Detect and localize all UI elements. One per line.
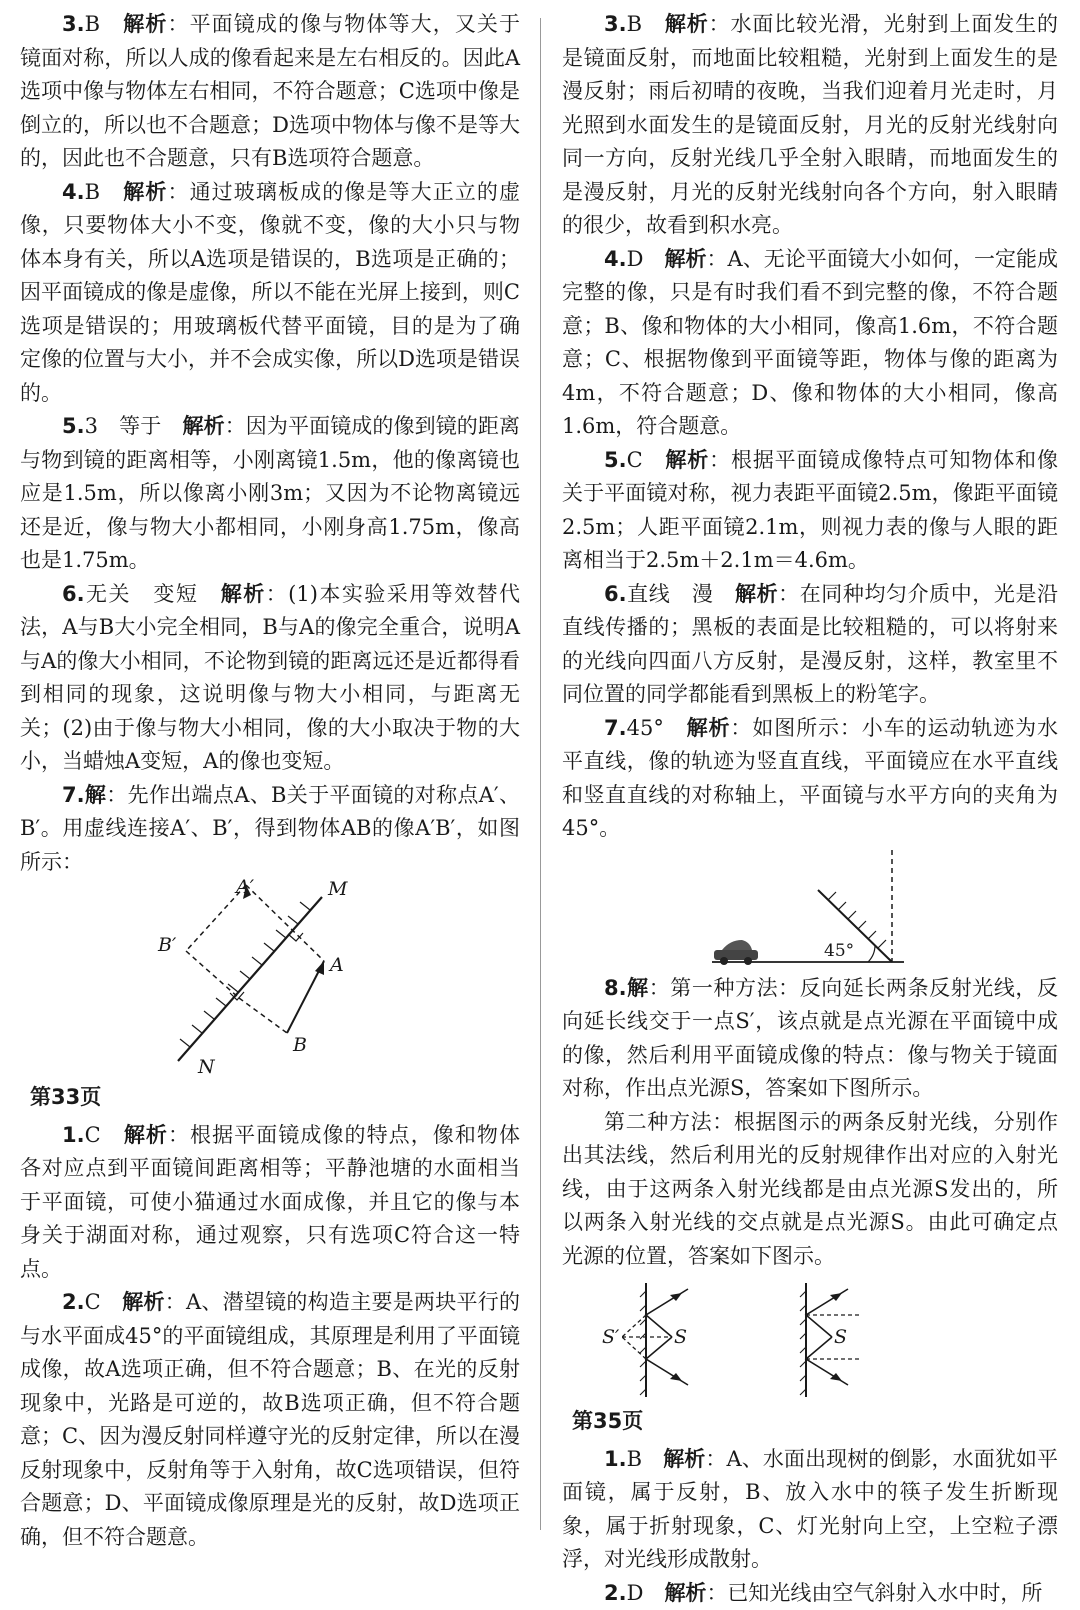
right-column — [562, 8, 1058, 1610]
left-column — [20, 8, 520, 1554]
label-n: N — [197, 1056, 216, 1075]
label-b-prime: B′ — [157, 934, 177, 956]
page-33-heading: 第33页 — [30, 1081, 520, 1115]
mirror-diagram — [150, 879, 390, 1075]
answer-r7: 7.45° 解析：如图所示：小车的运动轨迹为水平直线，像的轨迹为竖直直线，平面镜应在水平直线和竖直直线的对称轴上，平面镜与水平方向的夹角为45°。 — [562, 712, 1058, 846]
angle-label: 45° — [824, 941, 854, 961]
answer-r4: 4.D 解析：A、无论平面镜大小如何，一定能成完整的像，只是有时我们看不到完整的像，不符合题意；B、像和物体的大小相同，像高1.6m，不符合题意；C、根据物像到平面镜等距，物体与像的距离为4m，不符合题意；D、像和物体的大小相同，像高1.6m，符合题意。 — [562, 243, 1058, 444]
point-source-diagrams — [562, 1281, 1058, 1399]
column-divider — [540, 18, 541, 1530]
answer-7: 7.解：先作出端点A、B关于平面镜的对称点A′、B′。用虚线连接A′、B′，得到物体AB的像A′B′，如图所示： — [20, 779, 520, 880]
label-s-prime: S′ — [602, 1326, 620, 1348]
label-s-2: S — [834, 1326, 847, 1348]
answer-p35-1: 1.B 解析：A、水面出现树的倒影，水面犹如平面镜，属于反射，B、放入水中的筷子发生折断现象，属于折射现象，C、灯光射向上空，上空粒子漂浮，对光线形成散射。 — [562, 1443, 1058, 1577]
car-mirror-diagram — [562, 846, 1058, 972]
label-s-1: S — [674, 1326, 687, 1348]
answer-r6: 6.直线 漫 解析：在同种均匀介质中，光是沿直线传播的；黑板的表面是比较粗糙的，可以将射来的光线向四面八方反射，是漫反射，这样，教室里不同位置的同学都能看到黑板上的粉笔字。 — [562, 578, 1058, 712]
answer-r5: 5.C 解析：根据平面镜成像特点可知物体和像关于平面镜对称，视力表距平面镜2.5m，像距平面镜2.5m；人距平面镜2.1m，则视力表的像与人眼的距离相当于2.5m＋2.1m＝4.6m。 — [562, 444, 1058, 578]
answer-3: 3.B 解析：平面镜成的像与物体等大，又关于镜面对称，所以人成的像看起来是左右相反的。因此A选项中像与物体左右相同，不符合题意；C选项中像是倒立的，所以也不合题意；D选项中物体与像不是等大的，因此也不合题意，只有B选项符合题意。 — [20, 8, 520, 176]
label-a: A — [328, 954, 344, 976]
page-35-heading: 第35页 — [572, 1405, 1058, 1439]
answer-p35-2: 2.D 解析：已知光线由空气斜射入水中时，所 — [562, 1577, 1058, 1610]
label-b: B — [292, 1034, 307, 1056]
answer-6: 6.无关 变短 解析：(1)本实验采用等效替代法，A与B大小完全相同，B与A的像完全重合，说明A与A的像大小相同，不论物到镜的距离远还是近都得看到相同的现象，这说明像与物大小相同，与距离无关；(2)由于像与物大小相同，像的大小取决于物的大小，当蜡烛A变短，A的像也变短。 — [20, 578, 520, 779]
answer-r3: 3.B 解析：水面比较光滑，光射到上面发生的是镜面反射，而地面比较粗糙，光射到上面发生的是漫反射；雨后初晴的夜晚，当我们迎着月光走时，月光照到水面发生的是镜面反射，月光的反射光线射向同一方向，反射光线几乎全射入眼睛，而地面发生的是漫反射，月光的反射光线射向各个方向，射入眼睛的很少，故看到积水亮。 — [562, 8, 1058, 243]
answer-p33-2: 2.C 解析：A、潜望镜的构造主要是两块平行的与水平面成45°的平面镜组成，其原理是利用了平面镜成像，故A选项正确，但不符合题意；B、在光的反射现象中，光路是可逆的，故B选项正确，但不符合题意；C、因为漫反射同样遵守光的反射定律，所以在漫反射现象中，反射角等于入射角，故C选项错误，但符合题意；D、平面镜成像原理是光的反射，故D选项正确，但不符合题意。 — [20, 1286, 520, 1554]
label-a-prime: A′ — [234, 879, 255, 898]
label-m: M — [327, 879, 348, 900]
answer-p33-1: 1.C 解析：根据平面镜成像的特点，像和物体各对应点到平面镜间距离相等；平静池塘的水面相当于平面镜，可使小猫通过水面成像，并且它的像与本身关于湖面对称，通过观察，只有选项C符合这一特点。 — [20, 1119, 520, 1287]
answer-4: 4.B 解析：通过玻璃板成的像是等大正立的虚像，只要物体大小不变，像就不变，像的大小只与物体本身有关，所以A选项是错误的，B选项是正确的；因平面镜成的像是虚像，所以不能在光屏上接到，则C选项是错误的；用玻璃板代替平面镜，目的是为了确定像的位置与大小，并不会成实像，所以D选项是错误的。 — [20, 176, 520, 411]
answer-r8: 8.解：第一种方法：反向延长两条反射光线，反向延长线交于一点S′，该点就是点光源在平面镜中成的像，然后利用平面镜成像的特点：像与物关于镜面对称，作出点光源S，答案如下图所示。 — [562, 972, 1058, 1106]
answer-r8-method2: 第二种方法：根据图示的两条反射光线，分别作出其法线，然后利用光的反射规律作出对应的入射光线，由于这两条入射光线都是由点光源S发出的，所以两条入射光线的交点就是点光源S。由此可确定点光源的位置，答案如下图示。 — [562, 1106, 1058, 1274]
answer-5: 5.3 等于 解析：因为平面镜成的像到镜的距离与物到镜的距离相等，小刚离镜1.5m，他的像离镜也应是1.5m，所以像离小刚3m；又因为不论物离镜远还是近，像与物大小都相同，小刚身高1.75m，像高也是1.75m。 — [20, 410, 520, 578]
